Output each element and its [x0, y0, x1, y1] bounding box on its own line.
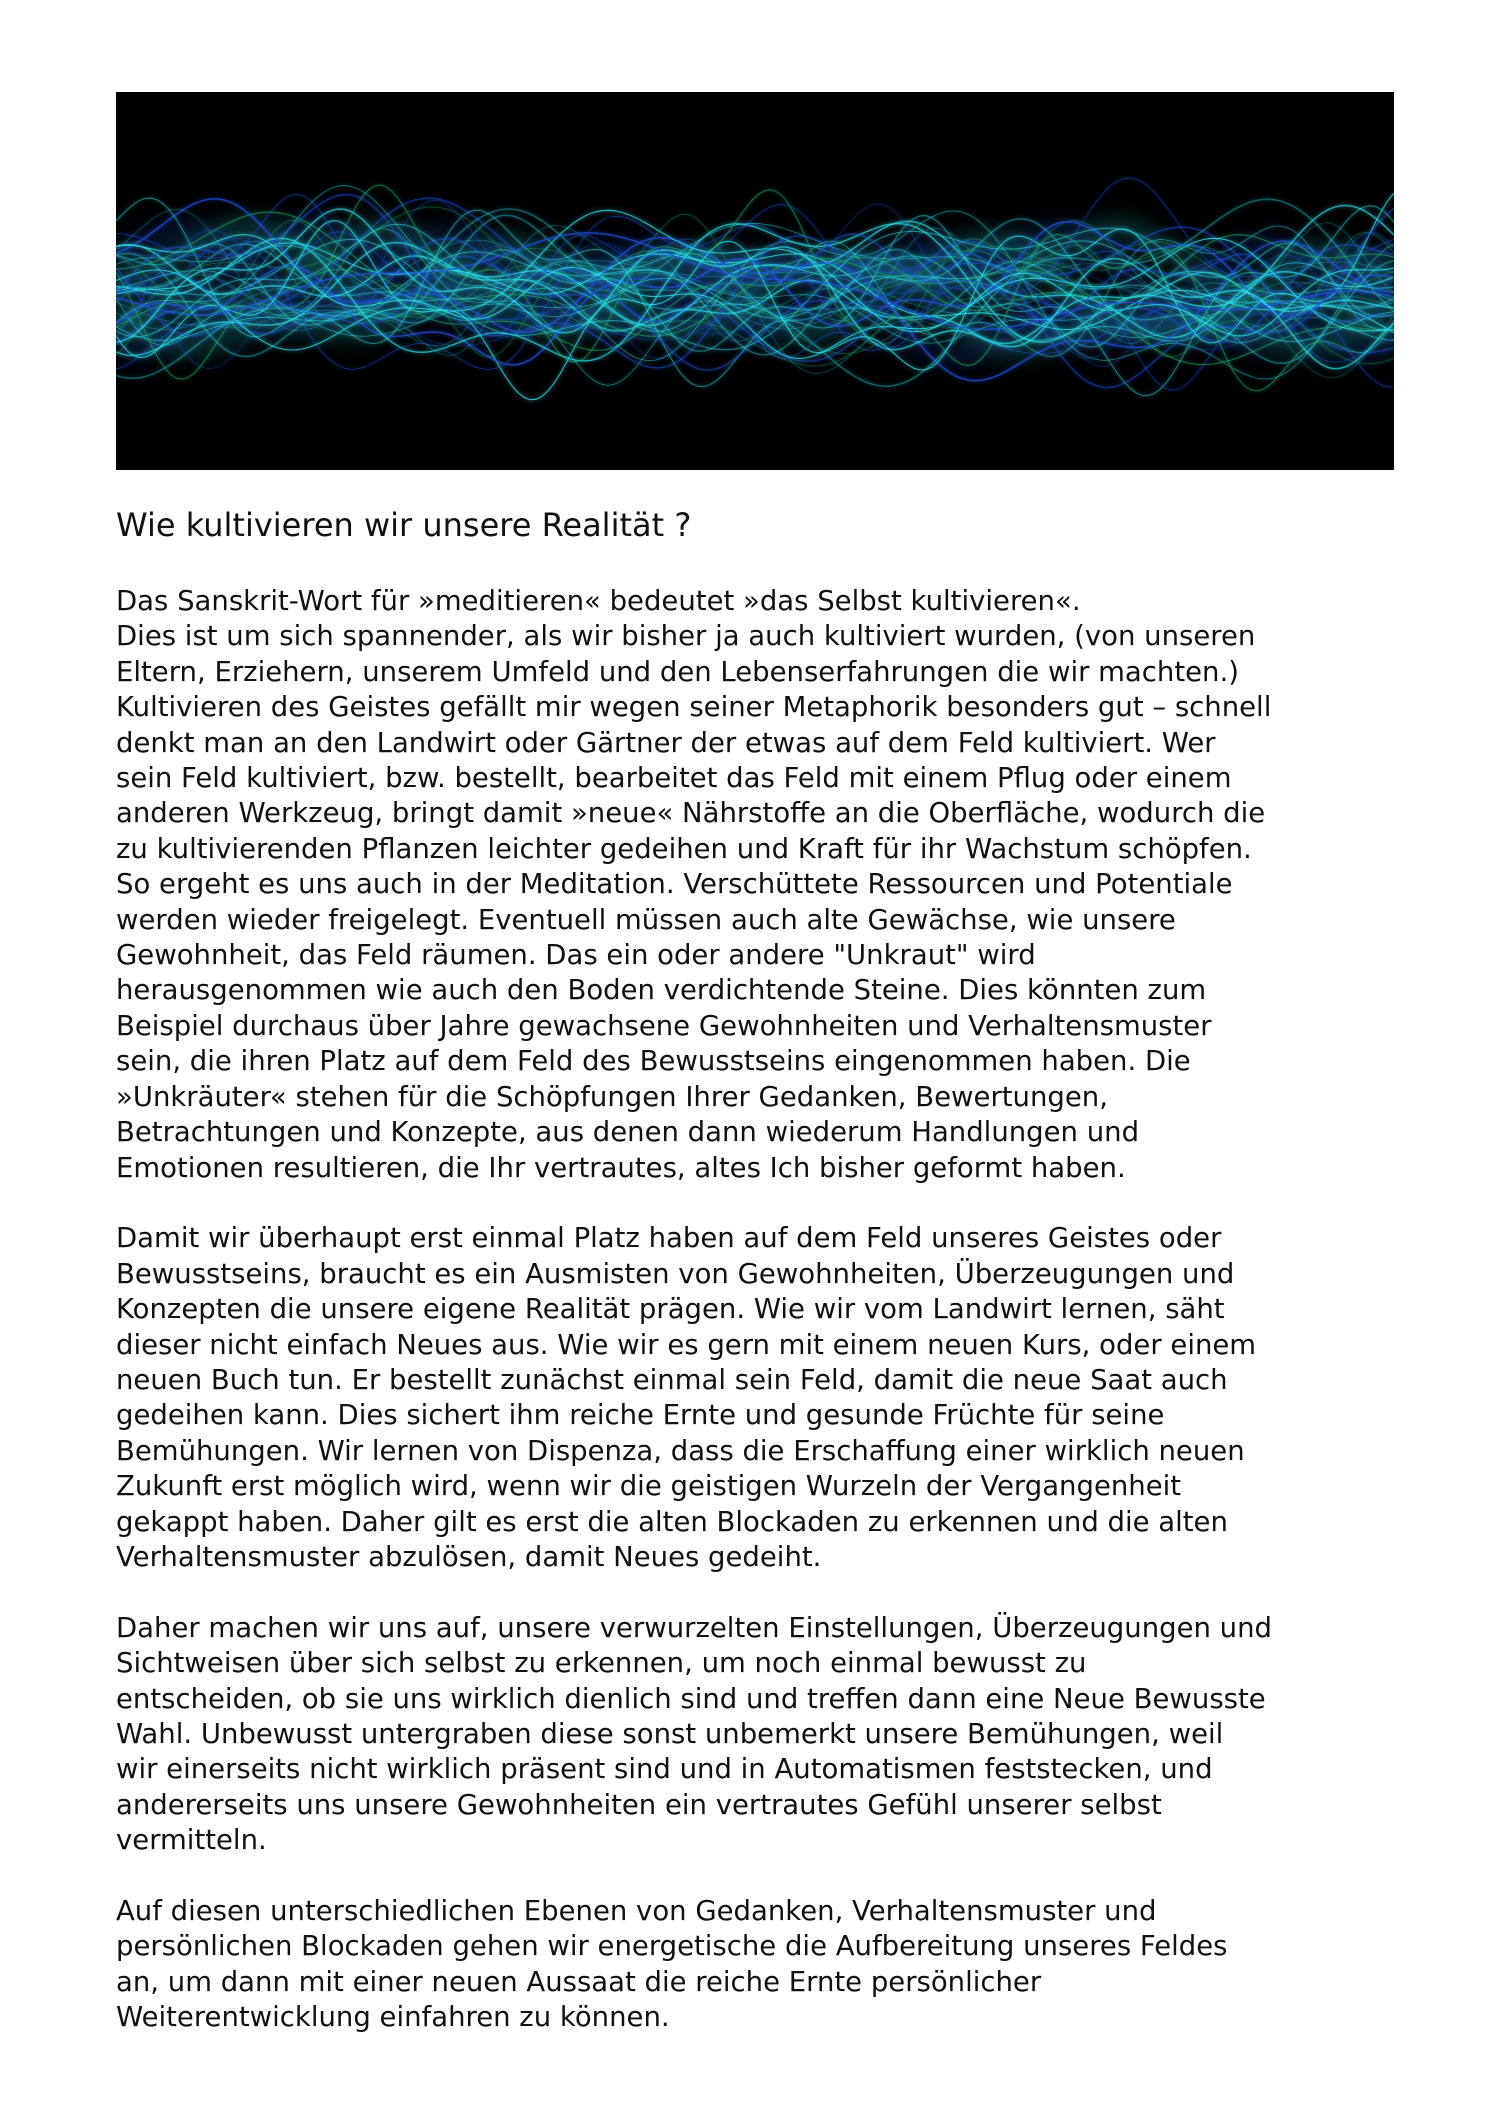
text-line: Gewohnheit, das Feld räumen. Das ein oder andere "Unkraut" wird — [116, 939, 1036, 972]
text-line: herausgenommen wie auch den Boden verdichtende Steine. Dies könnten zum — [116, 974, 1207, 1007]
paragraph — [116, 1894, 1394, 2036]
text-line: Verhaltensmuster abzulösen, damit Neues gedeiht. — [116, 1540, 822, 1573]
paragraph — [116, 1611, 1394, 1859]
text-line: anderen Werkzeug, bringt damit »neue« Nährstoffe an die Oberfläche, wodurch die — [116, 797, 1266, 830]
text-line: denkt man an den Landwirt oder Gärtner der etwas auf dem Feld kultiviert. Wer — [116, 726, 1216, 759]
page-title: Wie kultivieren wir unsere Realität ? — [116, 506, 692, 544]
text-line: an, um dann mit einer neuen Aussaat die reiche Ernte persönlicher — [116, 1965, 1042, 1998]
paragraph — [116, 584, 1394, 1186]
text-line: Bewusstseins, braucht es ein Ausmisten von Gewohnheiten, Überzeugungen und — [116, 1257, 1235, 1290]
text-line: Auf diesen unterschiedlichen Ebenen von Gedanken, Verhaltensmuster und — [116, 1894, 1157, 1927]
text-line: Dies ist um sich spannender, als wir bisher ja auch kultiviert wurden, (von unseren — [116, 620, 1256, 653]
text-line: Das Sanskrit-Wort für »meditieren« bedeutet »das Selbst kultivieren«. — [116, 585, 1081, 617]
text-line: zu kultivierenden Pflanzen leichter gedeihen und Kraft für ihr Wachstum schöpfen. — [116, 832, 1252, 865]
text-line: »Unkräuter« stehen für die Schöpfungen Ihrer Gedanken, Bewertungen, — [116, 1080, 1108, 1113]
text-line: sein, die ihren Platz auf dem Feld des Bewusstseins eingenommen haben. Die — [116, 1045, 1191, 1078]
document-page — [116, 92, 1394, 2071]
text-line: dieser nicht einfach Neues aus. Wie wir es gern mit einem neuen Kurs, oder einem — [116, 1328, 1257, 1361]
text-line: entscheiden, ob sie uns wirklich dienlich sind und treffen dann eine Neue Bewusste — [116, 1682, 1266, 1715]
text-line: vermitteln. — [116, 1824, 267, 1857]
text-line: gekappt haben. Daher gilt es erst die alten Blockaden zu erkennen und die alten — [116, 1505, 1228, 1538]
text-line: Daher machen wir uns auf, unsere verwurzelten Einstellungen, Überzeugungen und — [116, 1611, 1272, 1644]
text-line: andererseits uns unsere Gewohnheiten ein vertrautes Gefühl unserer selbst — [116, 1788, 1162, 1821]
text-line: Emotionen resultieren, die Ihr vertrautes, altes Ich bisher geformt haben. — [116, 1151, 1126, 1184]
text-line: gedeihen kann. Dies sichert ihm reiche Ernte und gesunde Früchte für seine — [116, 1399, 1165, 1432]
text-line: Kultivieren des Geistes gefällt mir wegen seiner Metaphorik besonders gut – schnell — [116, 691, 1272, 724]
text-line: Beispiel durchaus über Jahre gewachsene Gewohnheiten und Verhaltensmuster — [116, 1009, 1212, 1042]
text-line: Betrachtungen und Konzepte, aus denen dann wiederum Handlungen und — [116, 1116, 1140, 1149]
text-line: Wahl. Unbewusst untergraben diese sonst unbemerkt unsere Bemühungen, weil — [116, 1717, 1224, 1750]
text-line: Bemühungen. Wir lernen von Dispenza, dass die Erschaffung einer wirklich neuen — [116, 1434, 1245, 1467]
text-line: Konzepten die unsere eigene Realität prägen. Wie wir vom Landwirt lernen, säht — [116, 1293, 1225, 1326]
text-line: Sichtweisen über sich selbst zu erkennen, um noch einmal bewusst zu — [116, 1647, 1087, 1680]
text-line: Damit wir überhaupt erst einmal Platz haben auf dem Feld unseres Geistes oder — [116, 1222, 1222, 1255]
text-line: persönlichen Blockaden gehen wir energetische die Aufbereitung unseres Feldes — [116, 1930, 1228, 1963]
text-line: So ergeht es uns auch in der Meditation. Verschüttete Ressourcen und Potentiale — [116, 868, 1233, 901]
text-line: werden wieder freigelegt. Eventuell müssen auch alte Gewächse, wie unsere — [116, 903, 1176, 936]
paragraph — [116, 1221, 1394, 1575]
article-body — [116, 584, 1394, 2036]
text-line: Eltern, Erziehern, unserem Umfeld und den Lebenserfahrungen die wir machten.) — [116, 655, 1239, 688]
text-line: Zukunft erst möglich wird, wenn wir die geistigen Wurzeln der Vergangenheit — [116, 1470, 1182, 1503]
text-line: wir einerseits nicht wirklich präsent sind und in Automatismen feststecken, und — [116, 1753, 1213, 1786]
abstract-light-wave-image — [116, 92, 1394, 470]
text-line: Weiterentwicklung einfahren zu können. — [116, 2001, 670, 2034]
text-line: neuen Buch tun. Er bestellt zunächst einmal sein Feld, damit die neue Saat auch — [116, 1363, 1228, 1396]
text-line: sein Feld kultiviert, bzw. bestellt, bearbeitet das Feld mit einem Pflug oder einem — [116, 762, 1232, 795]
